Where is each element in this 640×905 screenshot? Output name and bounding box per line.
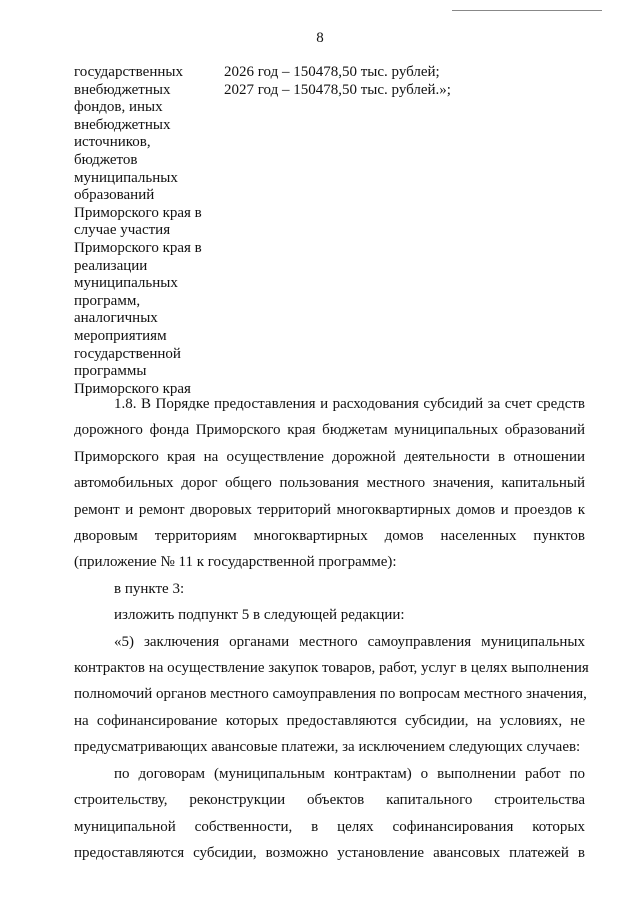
table-left-cell xyxy=(74,64,224,398)
left-cell-line: программы xyxy=(74,363,147,380)
body-line: автомобильных дорог общего пользования местного значения, капитальный xyxy=(74,475,585,492)
left-cell-line: программ, xyxy=(74,292,141,309)
body-line: (приложение № 11 к государственной программе): xyxy=(74,554,397,571)
document-body xyxy=(74,391,589,866)
body-line: ремонт и ремонт дворовых территорий многоквартирных домов и проездов к xyxy=(74,501,585,518)
left-cell-line: аналогичных xyxy=(74,310,158,327)
body-line: дворовым территориям многоквартирных домов населенных пунктов xyxy=(74,528,585,545)
body-line: в пункте 3: xyxy=(114,580,185,597)
left-cell-line: случае участия xyxy=(74,222,171,239)
left-cell-line: источников, xyxy=(74,134,151,151)
left-cell-line: Приморского края xyxy=(74,380,191,397)
left-cell-line: внебюджетных xyxy=(74,116,171,133)
body-line: «5) заключения органами местного самоуправления муниципальных xyxy=(114,633,585,650)
left-cell-line: государственных xyxy=(74,64,183,80)
left-cell-line: государственной xyxy=(74,345,181,362)
body-line: изложить подпункт 5 в следующей редакции: xyxy=(114,607,405,624)
left-cell-line: мероприятиям xyxy=(74,327,167,344)
left-cell-line: образований xyxy=(74,187,155,204)
body-line: предусматривающих авансовые платежи, за исключением следующих случаев: xyxy=(74,739,581,756)
funding-line-2027: 2027 год – 150478,50 тыс. рублей.»; xyxy=(224,81,451,98)
left-cell-line: бюджетов xyxy=(74,151,138,168)
body-line: муниципальной собственности, в целях софинансирования которых xyxy=(74,818,585,835)
left-cell-line: внебюджетных xyxy=(74,81,171,98)
left-cell-line: фондов, иных xyxy=(74,99,163,116)
left-cell-line: реализации xyxy=(74,257,148,274)
body-line: контрактов на осуществление закупок товаров, работ, услуг в целях выполнения xyxy=(74,660,589,677)
body-line: 1.8. В Порядке предоставления и расходования субсидий за счет средств xyxy=(114,396,585,412)
body-line: строительству, реконструкции объектов капитального строительства xyxy=(74,792,585,809)
body-line: дорожного фонда Приморского края бюджетам муниципальных образований xyxy=(74,422,585,439)
left-cell-line: муниципальных xyxy=(74,275,178,292)
body-line: на софинансирование которых предоставляются субсидии, на условиях, не xyxy=(74,712,585,729)
body-line: по договорам (муниципальным контрактам) о выполнении работ по xyxy=(114,765,585,782)
funding-line-2026: 2026 год – 150478,50 тыс. рублей; xyxy=(224,64,440,80)
page-number: 8 xyxy=(316,30,324,46)
body-line: предоставляются субсидии, возможно установление авансовых платежей в xyxy=(74,844,585,861)
left-cell-line: муниципальных xyxy=(74,169,178,186)
header-rule xyxy=(452,10,602,11)
body-line: Приморского края на осуществление дорожной деятельности в отношении xyxy=(74,448,585,465)
body-line: полномочий органов местного самоуправления по вопросам местного значения, xyxy=(74,686,587,703)
left-cell-line: Приморского края в xyxy=(74,204,202,221)
table-right-cell xyxy=(224,64,544,99)
left-cell-line: Приморского края в xyxy=(74,239,202,256)
